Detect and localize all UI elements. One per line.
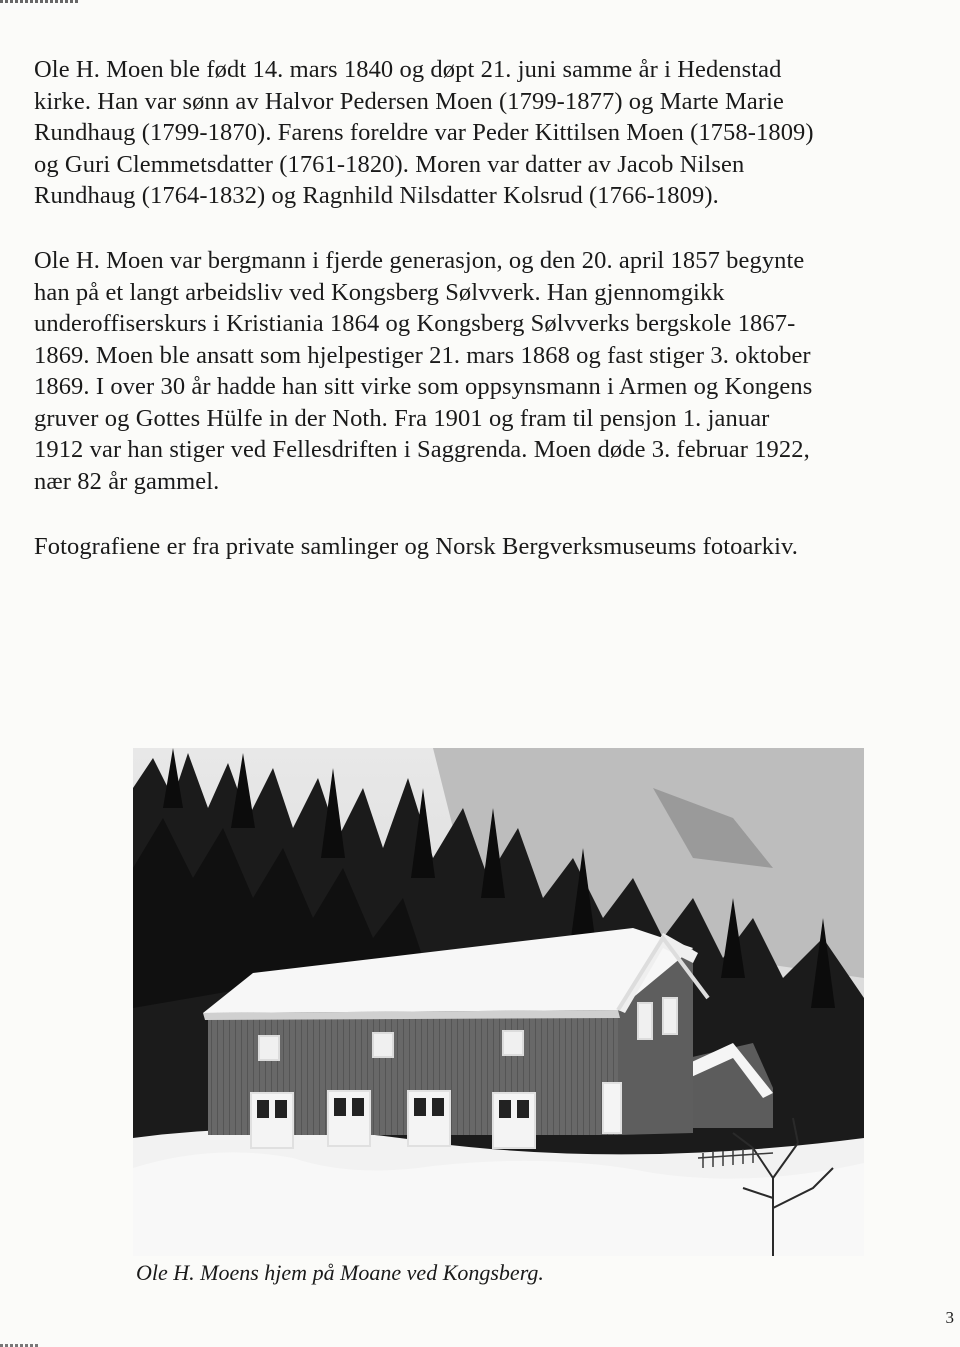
photo-caption: Ole H. Moens hjem på Moane ved Kongsberg. xyxy=(136,1260,544,1285)
paragraph-biography-career xyxy=(34,245,910,497)
paragraph-biography-birth xyxy=(34,54,910,212)
paragraph-2-text: Ole H. Moen var bergmann i fjerde generasjon, og den 20. april 1857 begynte han på et langt arbeidsliv ved Kongsberg Sølvverk. Han gjennomgikk underoffiserskurs i Kristiania 1864 og Kongsberg Sølvverks bergskole 1867- 1869. Moen ble ansatt som hjelpestiger 21. mars 1868 og fast stiger 3. oktober 1869. I over 30 år hadde han sitt virke som oppsynsmann i Armen og Kongens gruver og Gottes Hülfe in der Noth. Fra 1901 og fram til pensjon 1. januar 1912 var han stiger ved Fellesdriften i Saggrenda. Moen døde 3. februar 1922, nær 82 år gammel. xyxy=(34,247,813,495)
scan-artifact-top xyxy=(0,0,80,3)
page-number: 3 xyxy=(945,1308,954,1327)
house-photo xyxy=(133,748,864,1256)
paragraph-1-text: Ole H. Moen ble født 14. mars 1840 og døpt 21. juni samme år i Hedenstad kirke. Han var sønn av Halvor Pedersen Moen (1799-1877) og Marte Marie Rundhaug (1799-1870). Farens foreldre var Peder Kittilsen Moen (1758-1809) og Guri Clemmetsdatter (1761-1820). Moren var datter av Jacob Nilsen Rundhaug (1764-1832) og Ragnhild Nilsdatter Kolsrud (1766-1809). xyxy=(34,56,814,209)
house-in-snow-photo-icon xyxy=(133,748,864,1256)
paragraph-3-text: Fotografiene er fra private samlinger og Norsk Bergverksmuseums fotoarkiv. xyxy=(34,533,798,560)
paragraph-photo-credits xyxy=(34,531,910,563)
